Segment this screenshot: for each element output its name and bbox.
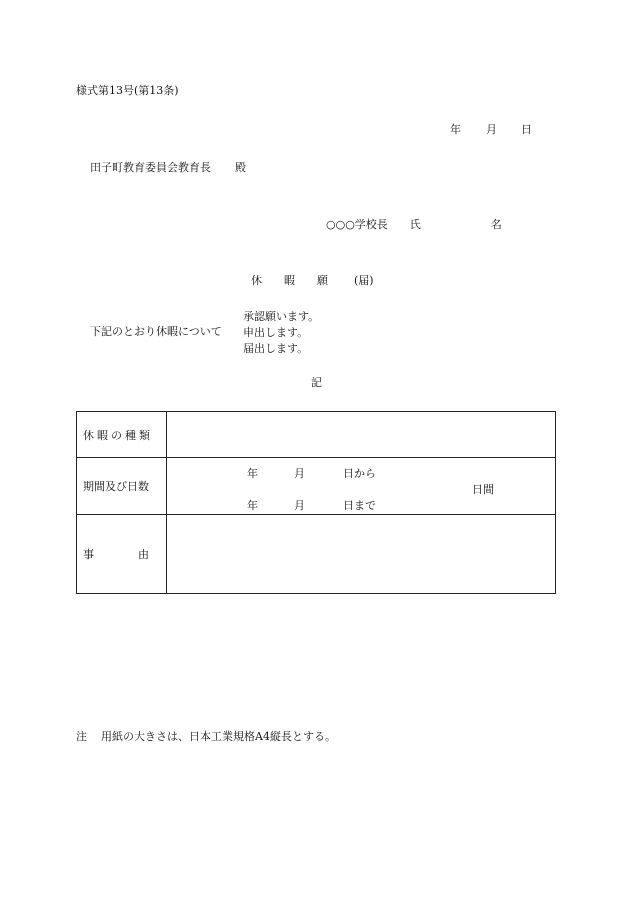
title-char-3: 願 <box>317 274 328 287</box>
period-from-year: 年 <box>247 467 258 480</box>
request-option-notify: 申出します。 <box>243 326 309 339</box>
leave-details-table <box>76 411 556 594</box>
reason-field[interactable] <box>167 515 556 594</box>
request-option-report: 届出します。 <box>243 342 309 355</box>
reason-label <box>83 546 149 562</box>
period-from-day: 日から <box>343 467 376 480</box>
period-label: 期間及び日数 <box>83 480 149 493</box>
period-label-cell <box>77 458 167 515</box>
reason-label-first: 事 <box>83 548 94 561</box>
note-text: 用紙の大きさは、日本工業規格A4縦長とする。 <box>101 730 336 743</box>
addressee-honorific: 殿 <box>235 161 246 174</box>
document-title <box>251 275 374 286</box>
ki-label: 記 <box>311 376 322 389</box>
request-option-approve: 承認願います。 <box>243 310 320 323</box>
period-days-label: 日間 <box>472 483 494 496</box>
period-to-year: 年 <box>247 499 258 512</box>
table-row-period <box>77 458 556 515</box>
period-to-line <box>247 497 376 513</box>
applicant-title: ○○○学校長 <box>326 218 388 231</box>
period-from-line <box>247 465 376 481</box>
footnote <box>76 731 336 742</box>
leave-type-field[interactable] <box>167 412 556 458</box>
period-to-month: 月 <box>294 499 305 512</box>
reason-label-cell <box>77 515 167 594</box>
title-suffix: (届) <box>354 274 374 287</box>
leave-type-label-cell <box>77 412 167 458</box>
period-to-day: 日まで <box>343 499 376 512</box>
applicant-name-label-last: 名 <box>490 218 502 231</box>
form-number: 様式第13号(第13条) <box>76 84 179 97</box>
addressee-line <box>90 162 246 173</box>
date-day-label: 日 <box>521 123 532 136</box>
title-char-1: 休 <box>251 274 262 287</box>
table-row-leave-type <box>77 412 556 458</box>
request-options <box>243 311 319 354</box>
note-label: 注 <box>76 730 87 743</box>
date-month-label: 月 <box>486 123 497 136</box>
applicant-line <box>326 219 502 230</box>
table-row-reason <box>77 515 556 594</box>
addressee-name: 田子町教育委員会教育長 <box>90 161 211 174</box>
applicant-name-label-first: 氏 <box>409 218 421 231</box>
period-field[interactable] <box>167 458 556 515</box>
date-year-label: 年 <box>450 123 461 136</box>
leave-type-label: 休暇の種類 <box>83 428 153 442</box>
request-lead-text: 下記のとおり休暇について <box>90 325 222 338</box>
period-from-month: 月 <box>294 467 305 480</box>
reason-label-last: 由 <box>138 548 149 561</box>
title-char-2: 暇 <box>284 274 295 287</box>
